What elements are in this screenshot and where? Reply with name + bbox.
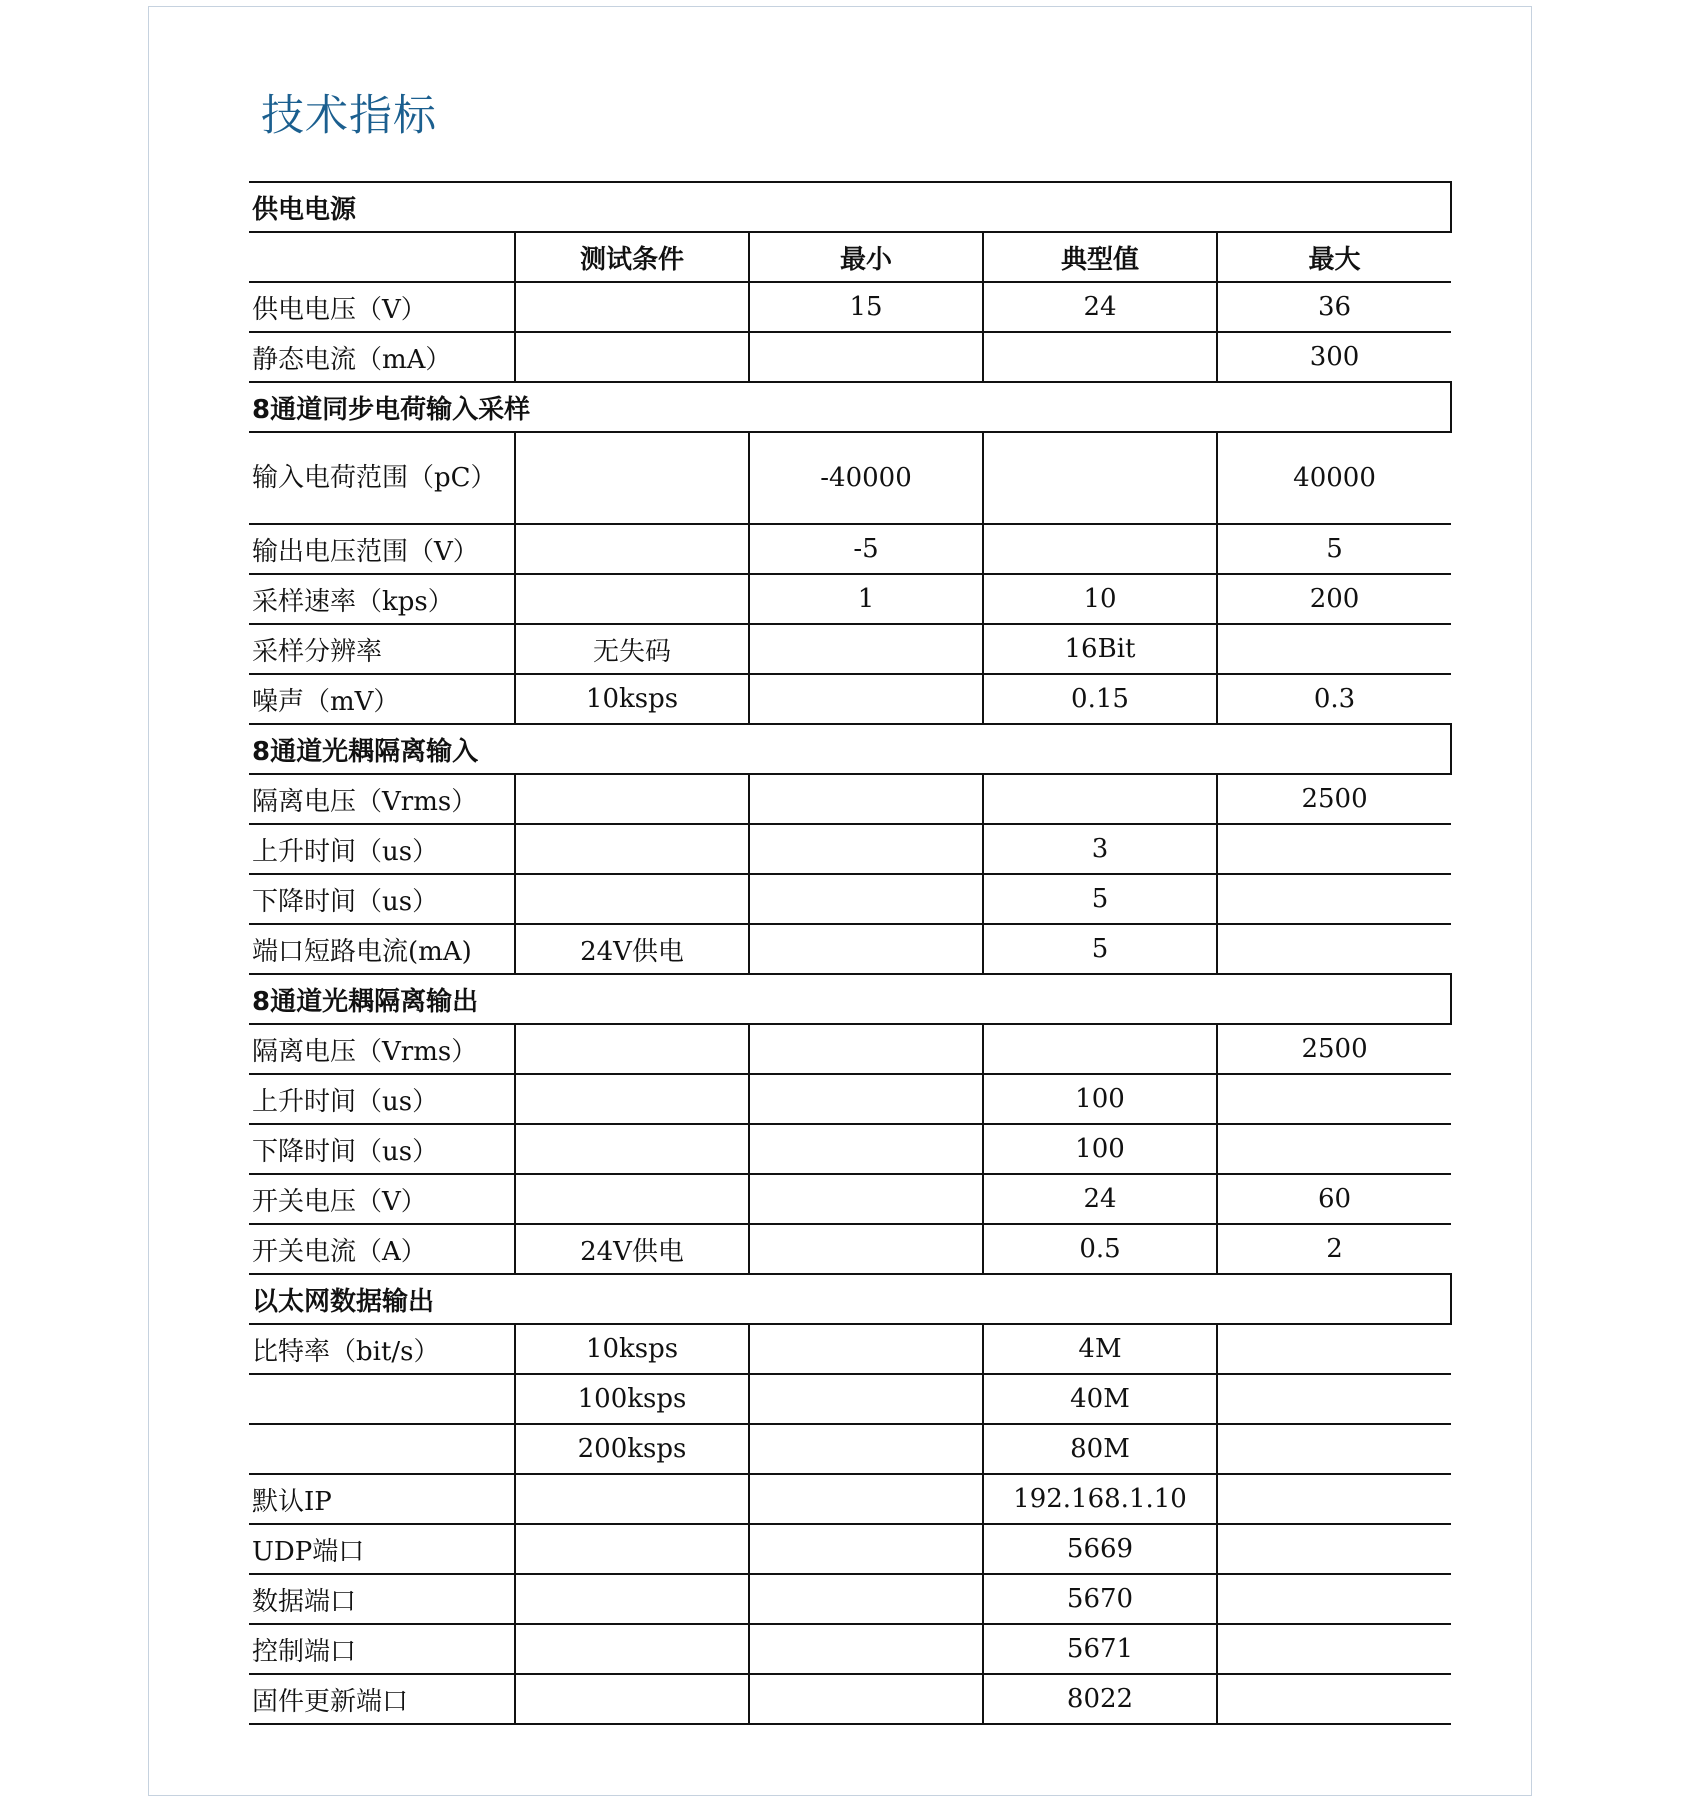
spec-name: 下降时间（us） [249,874,515,924]
min-value [749,1174,983,1224]
header-blank [249,232,515,282]
max-value [1217,624,1451,674]
max-value: 2500 [1217,1024,1451,1074]
max-value [1217,1124,1451,1174]
spec-name [249,1374,515,1424]
table-row [249,874,1451,924]
table-row [249,1224,1451,1274]
test-condition [515,282,749,332]
max-value: 5 [1217,524,1451,574]
min-value [749,1674,983,1724]
spec-name: 固件更新端口 [249,1674,515,1724]
max-value [1217,1374,1451,1424]
spec-name: 噪声（mV） [249,674,515,724]
test-condition [515,432,749,524]
max-value [1217,824,1451,874]
min-value [749,1424,983,1474]
test-condition [515,524,749,574]
min-value [749,332,983,382]
max-value [1217,1074,1451,1124]
table-row [249,432,1451,524]
min-value [749,874,983,924]
typical-value [983,524,1217,574]
section-title-row [249,1274,1451,1324]
min-value [749,1374,983,1424]
section-title: 以太网数据输出 [249,1274,1451,1324]
column-header: 最大 [1217,232,1451,282]
min-value: -5 [749,524,983,574]
max-value [1217,1624,1451,1674]
max-value: 60 [1217,1174,1451,1224]
spec-name: 上升时间（us） [249,1074,515,1124]
min-value [749,1324,983,1374]
test-condition [515,1674,749,1724]
table-row [249,1424,1451,1474]
test-condition [515,332,749,382]
min-value [749,1124,983,1174]
spec-name: 输出电压范围（V） [249,524,515,574]
test-condition [515,1174,749,1224]
table-row [249,1074,1451,1124]
table-row [249,1624,1451,1674]
max-value [1217,1574,1451,1624]
min-value [749,824,983,874]
typical-value: 4M [983,1324,1217,1374]
section-title-row [249,382,1451,432]
spec-name: 输入电荷范围（pC） [249,432,515,524]
table-row [249,282,1451,332]
max-value: 300 [1217,332,1451,382]
table-row [249,332,1451,382]
table-row [249,1124,1451,1174]
typical-value: 3 [983,824,1217,874]
min-value [749,774,983,824]
typical-value: 5670 [983,1574,1217,1624]
test-condition [515,824,749,874]
min-value: 15 [749,282,983,332]
min-value [749,1024,983,1074]
test-condition: 200ksps [515,1424,749,1474]
test-condition [515,1124,749,1174]
typical-value: 0.15 [983,674,1217,724]
test-condition: 10ksps [515,674,749,724]
table-row [249,1374,1451,1424]
section-title: 8通道光耦隔离输入 [249,724,1451,774]
typical-value: 10 [983,574,1217,624]
test-condition [515,774,749,824]
test-condition: 24V供电 [515,924,749,974]
column-header: 测试条件 [515,232,749,282]
spec-name: 隔离电压（Vrms） [249,1024,515,1074]
min-value [749,1224,983,1274]
test-condition [515,1474,749,1524]
spec-name: 下降时间（us） [249,1124,515,1174]
max-value: 36 [1217,282,1451,332]
section-title: 8通道同步电荷输入采样 [249,382,1451,432]
table-row [249,1574,1451,1624]
spec-name: 端口短路电流(mA) [249,924,515,974]
test-condition: 10ksps [515,1324,749,1374]
max-value: 40000 [1217,432,1451,524]
test-condition [515,874,749,924]
max-value [1217,1324,1451,1374]
typical-value: 5671 [983,1624,1217,1674]
max-value [1217,1424,1451,1474]
test-condition [515,574,749,624]
typical-value: 16Bit [983,624,1217,674]
spec-name: 隔离电压（Vrms） [249,774,515,824]
min-value [749,624,983,674]
typical-value: 192.168.1.10 [983,1474,1217,1524]
typical-value: 8022 [983,1674,1217,1724]
test-condition [515,1074,749,1124]
typical-value: 24 [983,282,1217,332]
spec-name: UDP端口 [249,1524,515,1574]
min-value [749,1074,983,1124]
min-value [749,1524,983,1574]
typical-value [983,332,1217,382]
section-title-row [249,182,1451,232]
max-value [1217,1674,1451,1724]
column-header: 典型值 [983,232,1217,282]
section-title-row [249,724,1451,774]
table-row [249,574,1451,624]
max-value: 200 [1217,574,1451,624]
spec-name: 默认IP [249,1474,515,1524]
table-row [249,1174,1451,1224]
table-row [249,1474,1451,1524]
spec-name: 采样速率（kps） [249,574,515,624]
test-condition [515,1624,749,1674]
typical-value: 5669 [983,1524,1217,1574]
page-title: 技术指标 [261,91,437,141]
typical-value [983,432,1217,524]
spec-name [249,1424,515,1474]
spec-name: 静态电流（mA） [249,332,515,382]
spec-name: 上升时间（us） [249,824,515,874]
min-value [749,1574,983,1624]
spec-name: 开关电流（A） [249,1224,515,1274]
typical-value: 100 [983,1074,1217,1124]
table-row [249,524,1451,574]
max-value: 0.3 [1217,674,1451,724]
table-row [249,674,1451,724]
table-row [249,774,1451,824]
typical-value: 0.5 [983,1224,1217,1274]
spec-name: 数据端口 [249,1574,515,1624]
min-value [749,674,983,724]
min-value: 1 [749,574,983,624]
spec-name: 比特率（bit/s） [249,1324,515,1374]
table-row [249,1324,1451,1374]
section-title: 供电电源 [249,182,1451,232]
table-row [249,624,1451,674]
typical-value [983,774,1217,824]
column-header-row [249,232,1451,282]
max-value [1217,1474,1451,1524]
section-title: 8通道光耦隔离输出 [249,974,1451,1024]
spec-name: 控制端口 [249,1624,515,1674]
spec-name: 开关电压（V） [249,1174,515,1224]
max-value: 2500 [1217,774,1451,824]
typical-value: 24 [983,1174,1217,1224]
typical-value: 40M [983,1374,1217,1424]
test-condition: 100ksps [515,1374,749,1424]
test-condition: 无失码 [515,624,749,674]
test-condition [515,1024,749,1074]
table-row [249,824,1451,874]
table-row [249,924,1451,974]
min-value [749,1624,983,1674]
min-value: -40000 [749,432,983,524]
test-condition: 24V供电 [515,1224,749,1274]
test-condition [515,1524,749,1574]
spec-name: 采样分辨率 [249,624,515,674]
typical-value: 80M [983,1424,1217,1474]
section-title-row [249,974,1451,1024]
min-value [749,924,983,974]
typical-value: 5 [983,874,1217,924]
max-value [1217,1524,1451,1574]
test-condition [515,1574,749,1624]
typical-value: 100 [983,1124,1217,1174]
typical-value [983,1024,1217,1074]
table-row [249,1674,1451,1724]
typical-value: 5 [983,924,1217,974]
min-value [749,1474,983,1524]
spec-name: 供电电压（V） [249,282,515,332]
spec-table [249,181,1452,1725]
column-header: 最小 [749,232,983,282]
table-row [249,1524,1451,1574]
max-value [1217,874,1451,924]
max-value: 2 [1217,1224,1451,1274]
max-value [1217,924,1451,974]
table-row [249,1024,1451,1074]
